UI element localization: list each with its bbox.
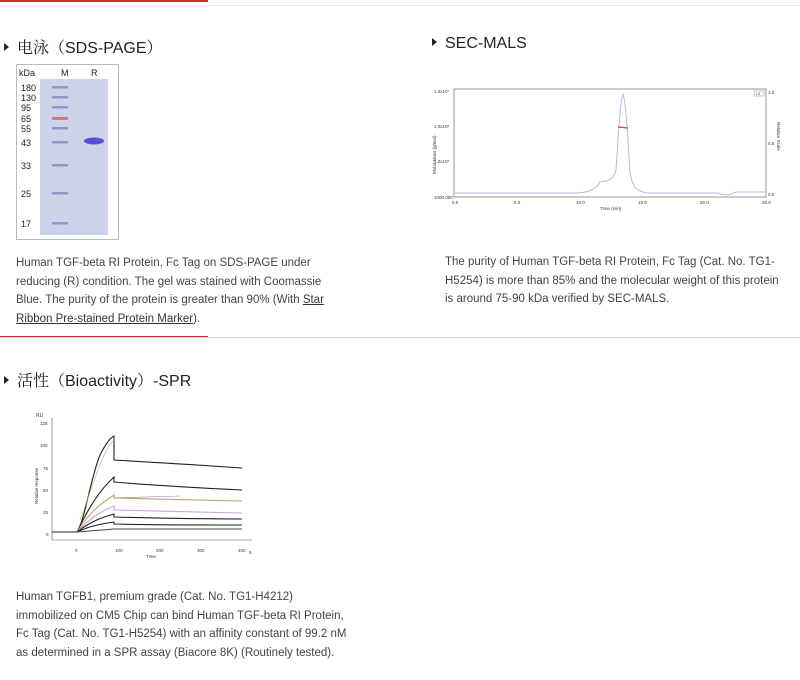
spr-ytick: 25 [43, 510, 49, 515]
spr-xtick: 100 [115, 548, 123, 553]
spr-title: 活性（Bioactivity）-SPR [17, 373, 192, 390]
gel-header-kda: kDa [19, 68, 36, 78]
sec-mals-chart [428, 82, 780, 219]
spr-fit-curve [114, 496, 180, 498]
sec-mals-description: The purity of Human TGF-beta RI Protein, Fc Tag (Cat. No. TG1-H5254) is more than 85% and the molecular weight of this protein is around 75-90 kDa verified by SEC-MALS. [445, 256, 779, 305]
spr-ytick: 125 [40, 421, 48, 426]
spr-chart [30, 410, 255, 565]
sds-desc-text: Human TGF-beta RI Protein, Fc Tag on SDS-PAGE under reducing (R) condition. The gel was stained with Coomassie Blue. The purity of the protein is greater than 90% (With [16, 257, 322, 306]
gel-marker-label: 130 [21, 93, 37, 103]
spr-ytick: 75 [43, 466, 49, 471]
spr-heading [4, 368, 191, 391]
spr-xtick: 0 [75, 548, 78, 553]
spr-description: Human TGFB1, premium grade (Cat. No. TG1-H4212) immobilized on CM5 Chip can bind Human TGF-beta RI Protein, Fc Tag (Cat. No. TG1-H5254) with an affinity constant of 99.2 nM as determined in a SPR assay (Biacore 8K) (Routinely tested). [16, 591, 347, 659]
sec-ytick-left: 1.0x10⁷ [434, 89, 450, 94]
sec-xtick: 0.0 [452, 200, 459, 205]
sds-desc-end: ). [193, 312, 201, 325]
sec-ytick-right: 0.5 [768, 141, 775, 146]
spr-curve [77, 529, 242, 532]
gel-svg [17, 65, 118, 239]
gel-marker-label: 17 [21, 219, 32, 229]
spr-ytick: 0 [46, 532, 49, 537]
sec-ytick-right: 0.0 [768, 192, 775, 197]
bullet-icon [4, 43, 9, 51]
gel-header-m: M [61, 68, 69, 78]
spr-xtick: 200 [156, 548, 164, 553]
sds-page-description [16, 254, 346, 328]
section-divider [0, 337, 800, 338]
sds-gel-image [16, 64, 119, 240]
spr-ytick: 50 [43, 488, 49, 493]
sec-xtick: 5.0 [514, 200, 521, 205]
spr-xtick: 300 [197, 548, 205, 553]
sample-band [84, 138, 104, 145]
sec-mals-title: SEC-MALS [445, 35, 527, 52]
gel-header-r: R [91, 68, 98, 78]
top-accent-line [0, 0, 208, 2]
sec-xtick: 25.0 [762, 200, 771, 205]
gel-lane-area [40, 79, 108, 235]
sec-ytick-left: 1.0x10⁵ [434, 159, 450, 164]
top-divider [0, 5, 800, 6]
sec-ylabel-left: Molar Mass (g/mol) [432, 135, 437, 174]
spr-x-unit: s [249, 550, 252, 556]
spr-chart-svg [30, 410, 255, 560]
sec-xtick: 15.0 [638, 200, 647, 205]
gel-marker-label: 33 [21, 161, 32, 171]
bullet-icon [4, 376, 9, 384]
sec-ytick-left: 1.0x10⁶ [434, 124, 450, 129]
gel-marker-label: 95 [21, 103, 32, 113]
sec-ls-trace [454, 94, 766, 195]
sec-ytick-right: 1.0 [768, 90, 775, 95]
sec-legend-label: LS [756, 92, 761, 96]
sec-xtick: 10.0 [576, 200, 585, 205]
bullet-icon [432, 38, 437, 46]
spr-curve [77, 495, 242, 532]
sec-chart-svg [428, 82, 780, 214]
sec-xlabel: Time (min) [600, 206, 622, 211]
sec-ylabel-right: Relative Scale [776, 122, 781, 151]
spr-xtick: 400 [238, 548, 246, 553]
sec-mals-heading [432, 35, 527, 53]
gel-marker-label: 55 [21, 124, 32, 134]
spr-xlabel: Time [146, 554, 156, 559]
marker-product-link[interactable]: Star Ribbon Pre-stained Protein Marker [16, 294, 324, 325]
spr-sensorgram-curves [52, 436, 242, 532]
gel-marker-label: 43 [21, 138, 32, 148]
sec-xtick: 20.0 [700, 200, 709, 205]
sds-page-heading [4, 35, 163, 58]
sds-page-title: 电泳（SDS-PAGE） [17, 40, 163, 57]
spr-y-unit: RU [36, 413, 44, 419]
spr-ytick: 100 [40, 443, 48, 448]
sec-ytick-left: 1000.000 [434, 195, 453, 200]
gel-marker-label: 25 [21, 189, 32, 199]
gel-marker-label: 65 [21, 114, 32, 124]
gel-marker-label: 180 [21, 83, 37, 93]
spr-ylabel: Relative response [34, 467, 39, 504]
